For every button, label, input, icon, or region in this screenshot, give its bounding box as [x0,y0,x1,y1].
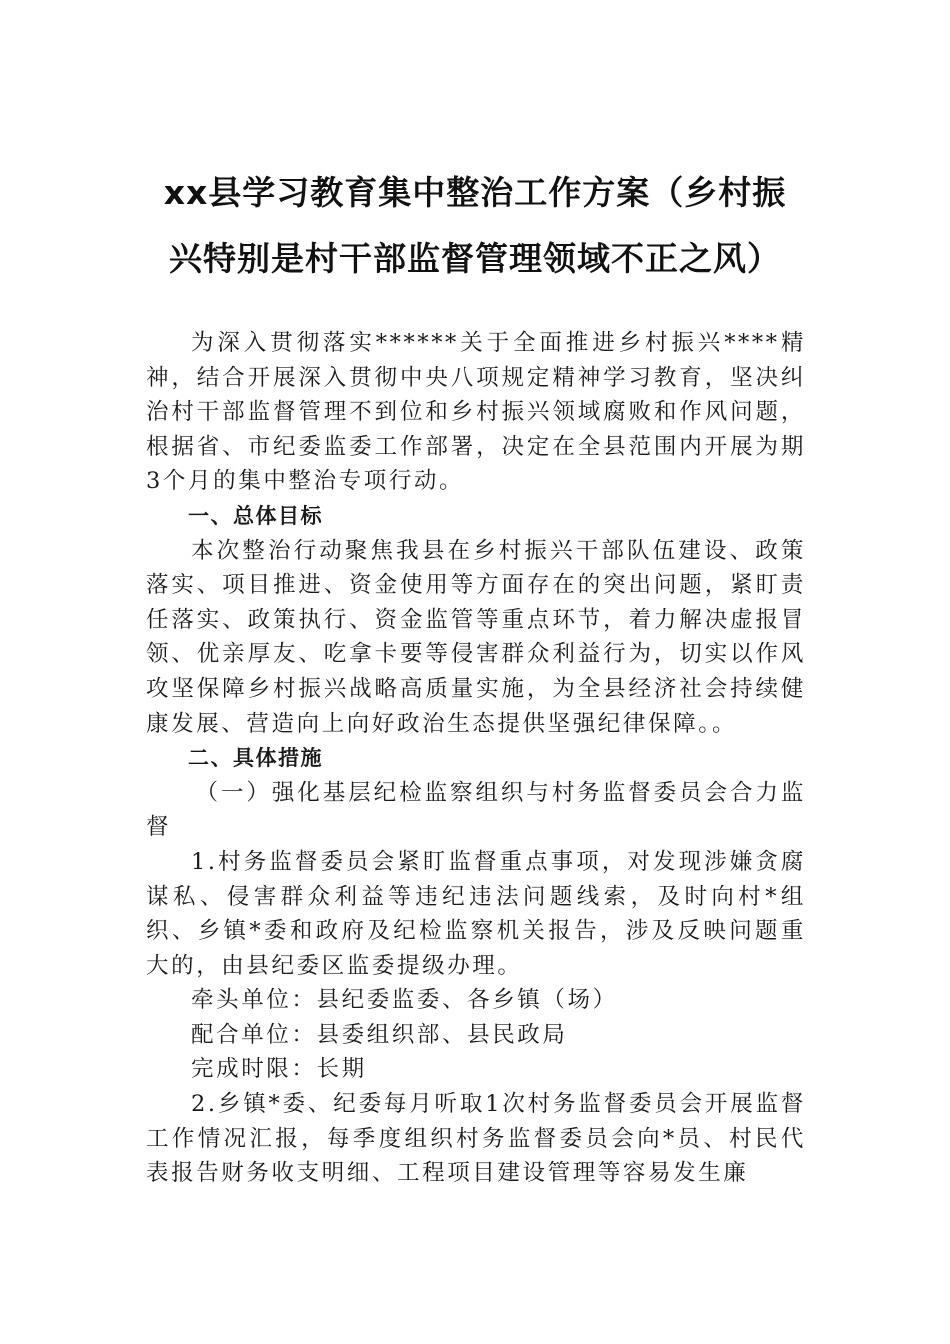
deadline: 完成时限：长期 [191,1056,367,1083]
subsection-1-heading: （一）强化基层纪检监察组织与村务监督委员会合力监督 [146,779,806,841]
section-1-paragraph: 本次整治行动聚焦我县在乡村振兴干部队伍建设、政策落实、项目推进、资金使用等方面存在的突出问题，紧盯责任落实、政策执行、资金监管等重点环节，着力解决虚报冒领、优亲厚友、吃拿卡要等侵害群众利益行为，切实以作风攻坚保障乡村振兴战略高质量实施，为全县经济社会持续健康发展、营造向上向好政治生态提供坚强纪律保障。。 [146,537,806,737]
cooperating-unit: 配合单位：县委组织部、县民政局 [191,1021,568,1048]
section-2-heading: 二、具体措施 [188,746,323,771]
document-body [146,326,806,1191]
title-line-1: xx县学习教育集中整治工作方案（乡村振 [163,173,787,212]
section-1-heading: 一、总体目标 [188,503,323,528]
title-line-2: 兴特别是村干部监督管理领域不正之风） [169,239,781,278]
intro-paragraph: 为深入贯彻落实******关于全面推进乡村振兴****精神，结合开展深入贯彻中央八项规定精神学习教育，坚决纠治村干部监督管理不到位和乡村振兴领域腐败和作风问题，根据省、市纪委监委工作部署，决定在全县范围内开展为期3个月的集中整治专项行动。 [146,330,806,495]
measure-item-1: 1.村务监督委员会紧盯监督重点事项，对发现涉嫌贪腐谋私、侵害群众利益等违纪违法问题线索，及时向村*组织、乡镇*委和政府及纪检监察机关报告，涉及反映问题重大的，由县纪委区监委提级办理。 [146,848,806,979]
lead-unit: 牵头单位：县纪委监委、各乡镇（场） [191,987,618,1014]
document-title [120,160,830,292]
measure-item-2: 2.乡镇*委、纪委每月听取1次村务监督委员会开展监督工作情况汇报，每季度组织村务监督委员会向*员、村民代表报告财务收支明细、工程项目建设管理等容易发生廉 [146,1091,806,1187]
